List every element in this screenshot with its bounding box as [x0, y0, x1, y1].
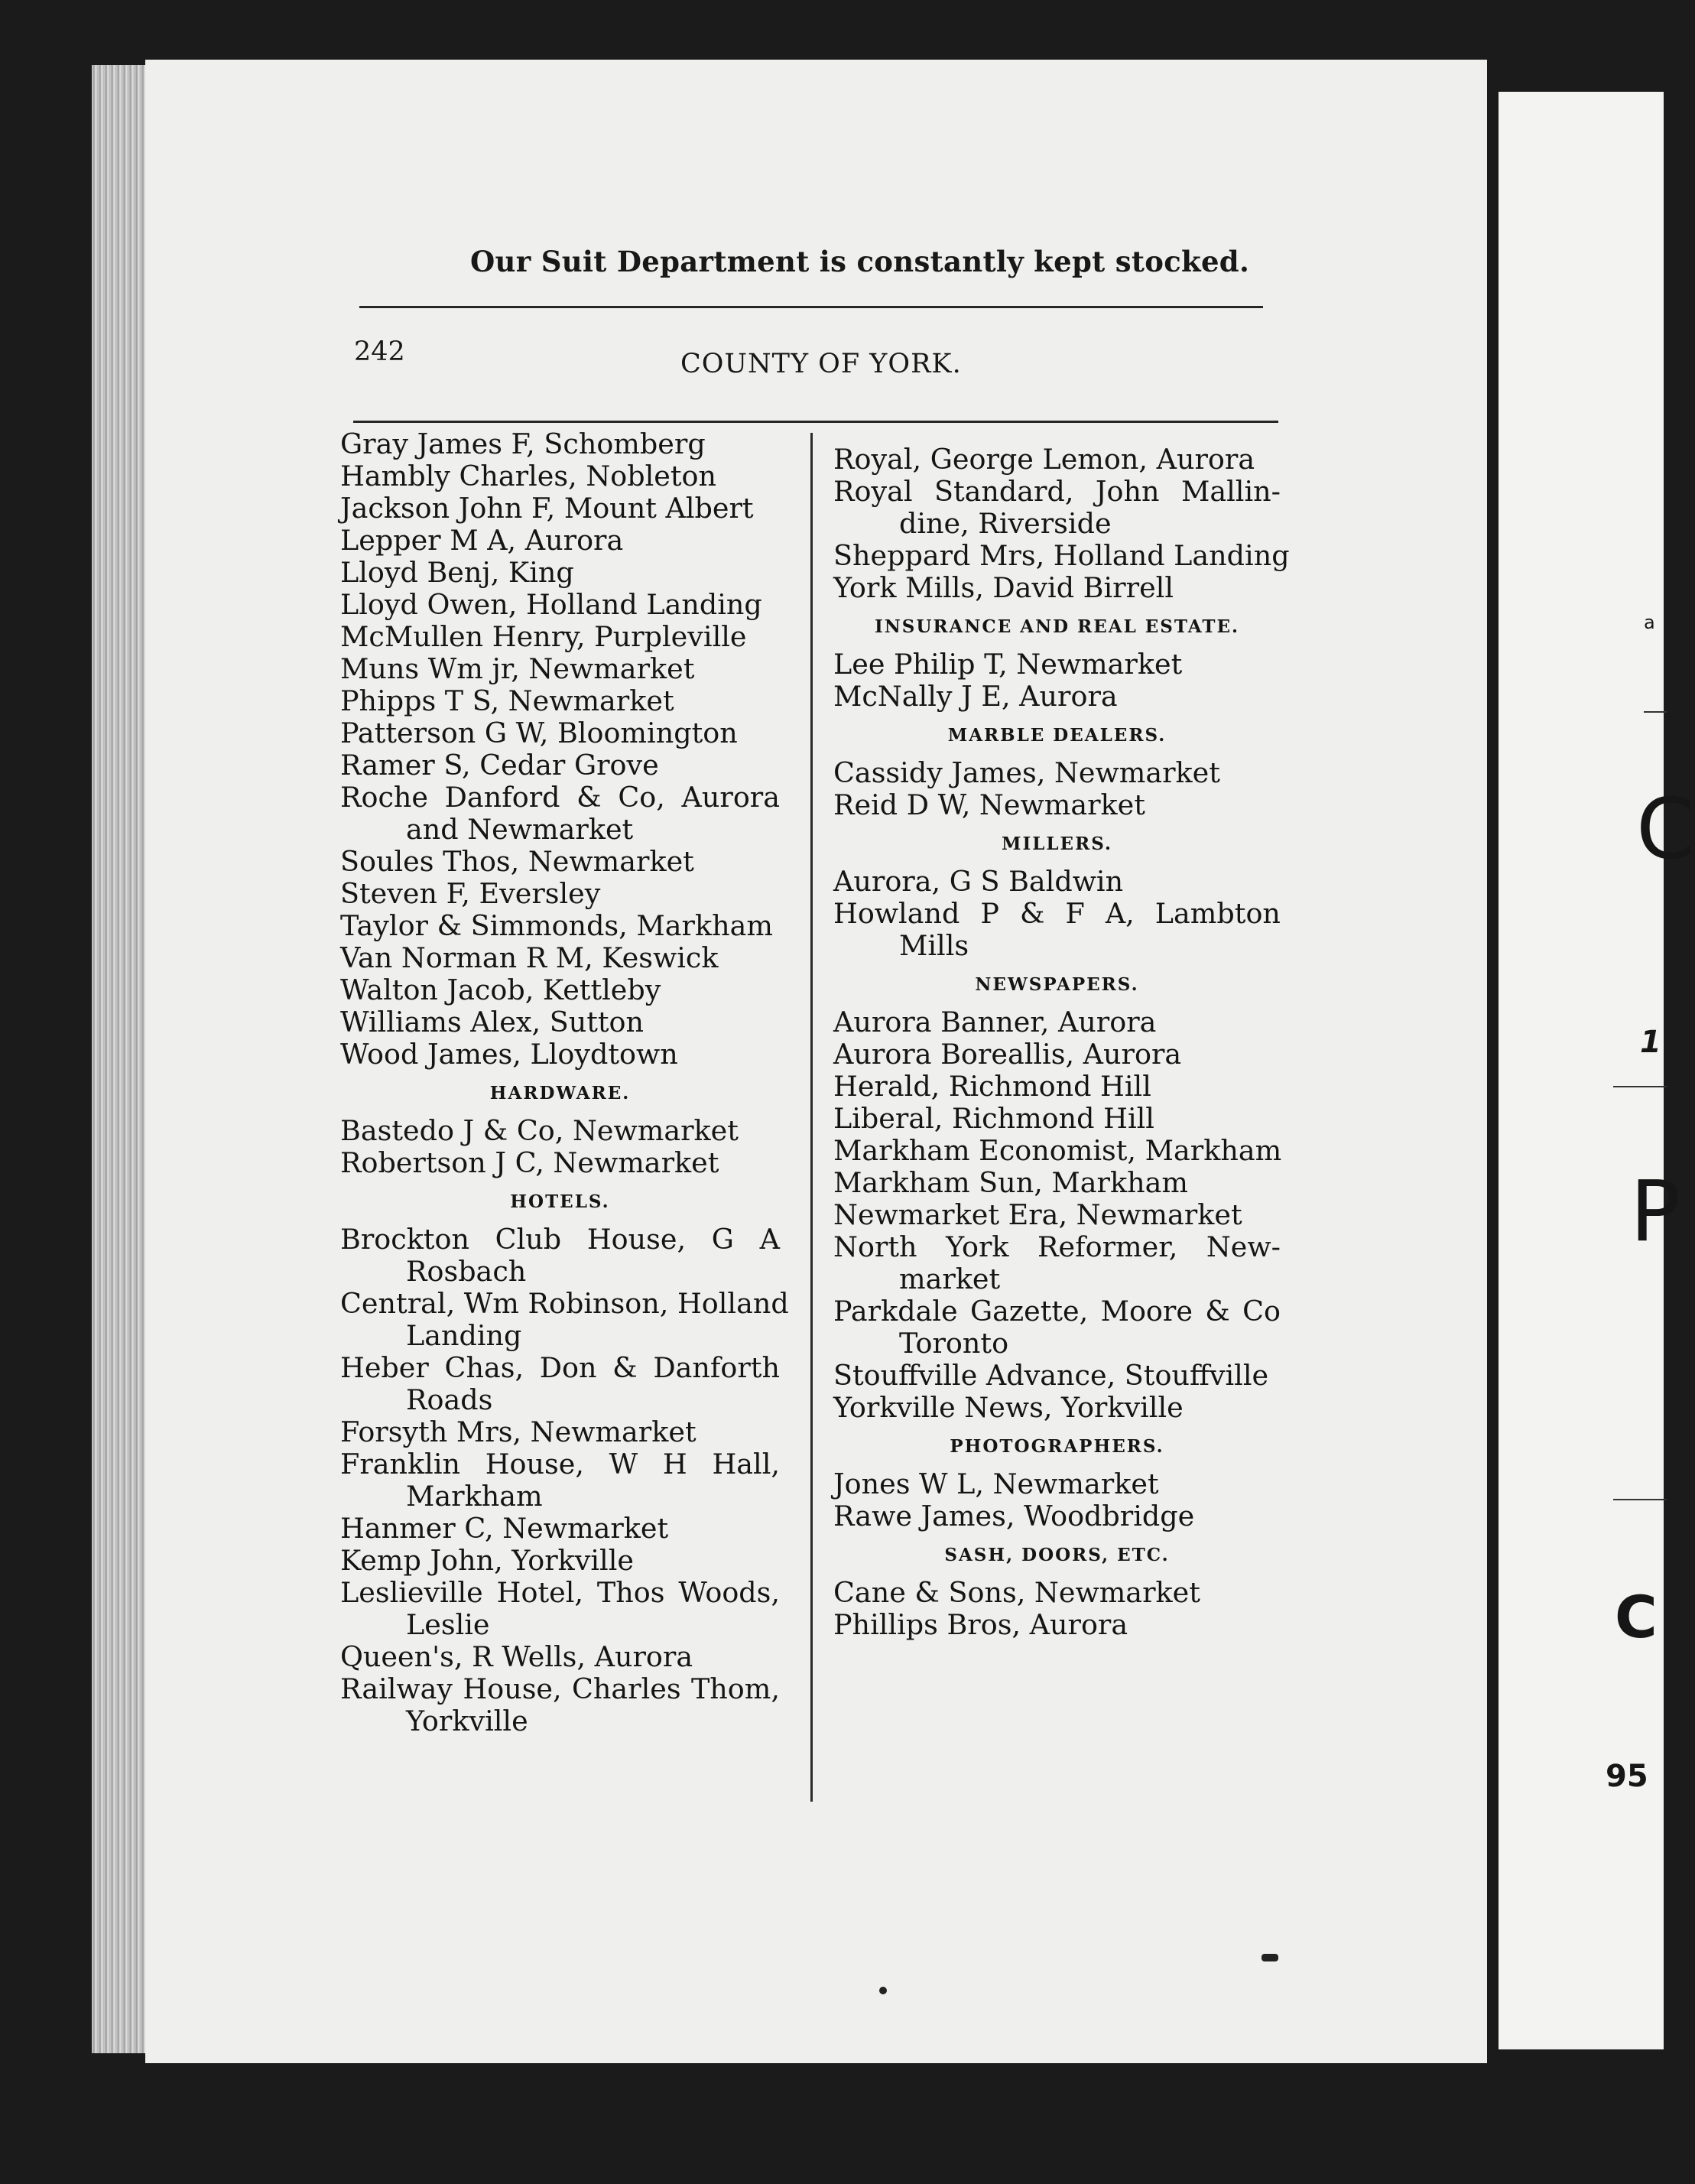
listing-entry: Wood James, Lloydtown	[340, 1038, 678, 1071]
listing-entry: Walton Jacob, Kettleby	[340, 973, 661, 1006]
listing-entry: Markham Economist, Markham	[833, 1134, 1282, 1167]
listing-entry: Yorkville News, Yorkville	[833, 1391, 1184, 1424]
listing-entry: Williams Alex, Sutton	[340, 1006, 645, 1038]
listing-continuation: Mills	[899, 929, 969, 962]
listing-entry: Phillips Bros, Aurora	[833, 1608, 1128, 1641]
facing-page	[1499, 92, 1695, 2049]
listing-entry: Franklin House, W H Hall,	[340, 1448, 780, 1480]
listing-entry: Forsyth Mrs, Newmarket	[340, 1415, 697, 1448]
listing-entry: Lepper M A, Aurora	[340, 524, 624, 557]
section-heading: INSURANCE AND REAL ESTATE.	[874, 616, 1239, 637]
listing-entry: Leslieville Hotel, Thos Woods,	[340, 1576, 780, 1609]
listing-entry: Royal Standard, John Mallin-	[833, 475, 1281, 508]
running-head-rule	[353, 421, 1278, 423]
listing-continuation: Leslie	[406, 1608, 490, 1641]
listing-entry: York Mills, David Birrell	[833, 571, 1174, 604]
listing-entry: Brockton Club House, G A	[340, 1223, 780, 1256]
listing-entry: Lloyd Benj, King	[340, 556, 574, 589]
listing-continuation: Landing	[406, 1319, 522, 1352]
listing-entry: Cassidy James, Newmarket	[833, 756, 1220, 789]
page-number: 242	[354, 336, 405, 367]
listing-entry: Aurora Banner, Aurora	[833, 1006, 1157, 1038]
facing-page-rule	[1644, 711, 1667, 713]
listing-continuation: Markham	[406, 1480, 543, 1513]
facing-page-fragment-a: a	[1644, 612, 1655, 633]
listing-entry: Central, Wm Robinson, Holland	[340, 1287, 789, 1320]
listing-entry: Ramer S, Cedar Grove	[340, 749, 659, 782]
listing-entry: Rawe James, Woodbridge	[833, 1500, 1195, 1532]
listing-entry: Hambly Charles, Nobleton	[340, 460, 717, 492]
section-heading: MILLERS.	[1001, 834, 1112, 854]
listing-entry: Reid D W, Newmarket	[833, 788, 1145, 821]
header-advertisement: Our Suit Department is constantly kept stocked.	[470, 245, 1250, 278]
listing-entry: McNally J E, Aurora	[833, 680, 1118, 713]
listing-entry: North York Reformer, New-	[833, 1230, 1281, 1263]
listing-entry: Muns Wm jr, Newmarket	[340, 652, 695, 685]
listing-entry: Lloyd Owen, Holland Landing	[340, 588, 762, 621]
listing-entry: Kemp John, Yorkville	[340, 1544, 634, 1577]
listing-entry: Van Norman R M, Keswick	[340, 941, 719, 974]
ink-speck	[1262, 1954, 1278, 1961]
listing-entry: Gray James F, Schomberg	[340, 427, 706, 460]
facing-page-fragment-c-bold: C	[1615, 1583, 1658, 1651]
listing-entry: Aurora Boreallis, Aurora	[833, 1038, 1182, 1071]
facing-page-fragment-c: C	[1636, 780, 1695, 878]
listing-entry: Queen's, R Wells, Aurora	[340, 1640, 693, 1673]
section-heading: NEWSPAPERS.	[975, 974, 1139, 995]
listing-entry: Railway House, Charles Thom,	[340, 1672, 780, 1705]
listing-entry: Sheppard Mrs, Holland Landing	[833, 539, 1290, 572]
listing-entry: Aurora, G S Baldwin	[833, 865, 1124, 898]
listing-entry: Hanmer C, Newmarket	[340, 1512, 669, 1545]
listing-continuation: Yorkville	[406, 1705, 528, 1737]
listing-entry: Herald, Richmond Hill	[833, 1070, 1151, 1103]
listing-entry: Newmarket Era, Newmarket	[833, 1198, 1242, 1231]
section-heading: SASH, DOORS, ETC.	[944, 1545, 1170, 1565]
listing-entry: Lee Philip T, Newmarket	[833, 648, 1183, 681]
listing-entry: Liberal, Richmond Hill	[833, 1102, 1154, 1135]
listing-entry: Robertson J C, Newmarket	[340, 1146, 719, 1179]
ink-speck	[879, 1987, 887, 1994]
facing-page-rule	[1613, 1499, 1667, 1500]
running-head: COUNTY OF YORK.	[680, 349, 962, 379]
listing-entry: Jackson John F, Mount Albert	[340, 492, 754, 525]
right-column	[833, 443, 1290, 1641]
listing-entry: Roche Danford & Co, Aurora	[340, 781, 780, 814]
listing-entry: Taylor & Simmonds, Markham	[340, 909, 773, 942]
facing-page-fragment-num: 1	[1640, 1025, 1661, 1060]
left-column	[340, 427, 789, 1737]
listing-entry: Royal, George Lemon, Aurora	[833, 443, 1255, 476]
listing-continuation: dine, Riverside	[899, 507, 1112, 540]
section-heading: PHOTOGRAPHERS.	[950, 1436, 1164, 1457]
listing-entry: Steven F, Eversley	[340, 877, 601, 910]
listing-entry: Heber Chas, Don & Danforth	[340, 1351, 780, 1384]
listing-entry: Bastedo J & Co, Newmarket	[340, 1114, 739, 1147]
listing-entry: Stouffville Advance, Stouffville	[833, 1359, 1269, 1392]
facing-page-fragment-p: P	[1630, 1162, 1681, 1260]
section-heading: MARBLE DEALERS.	[947, 725, 1167, 746]
section-heading: HARDWARE.	[489, 1083, 631, 1103]
listing-continuation: Toronto	[899, 1327, 1009, 1360]
listing-entry: Cane & Sons, Newmarket	[833, 1576, 1200, 1609]
facing-page-number: 95	[1606, 1759, 1648, 1794]
listing-entry: McMullen Henry, Purpleville	[340, 620, 747, 653]
section-heading: HOTELS.	[510, 1191, 610, 1212]
listing-entry: Jones W L, Newmarket	[833, 1467, 1159, 1500]
listing-entry: Phipps T S, Newmarket	[340, 684, 674, 717]
listing-continuation: Rosbach	[406, 1255, 527, 1288]
listing-entry: Parkdale Gazette, Moore & Co	[833, 1295, 1281, 1328]
listing-continuation: Roads	[406, 1383, 493, 1416]
listing-continuation: and Newmarket	[406, 813, 634, 846]
listing-continuation: market	[899, 1263, 1001, 1295]
listing-entry: Markham Sun, Markham	[833, 1166, 1188, 1199]
column-divider	[810, 433, 813, 1802]
header-rule	[359, 306, 1263, 308]
listing-entry: Patterson G W, Bloomington	[340, 717, 738, 749]
listing-entry: Soules Thos, Newmarket	[340, 845, 694, 878]
listing-entry: Howland P & F A, Lambton	[833, 897, 1281, 930]
facing-page-rule	[1613, 1086, 1667, 1087]
